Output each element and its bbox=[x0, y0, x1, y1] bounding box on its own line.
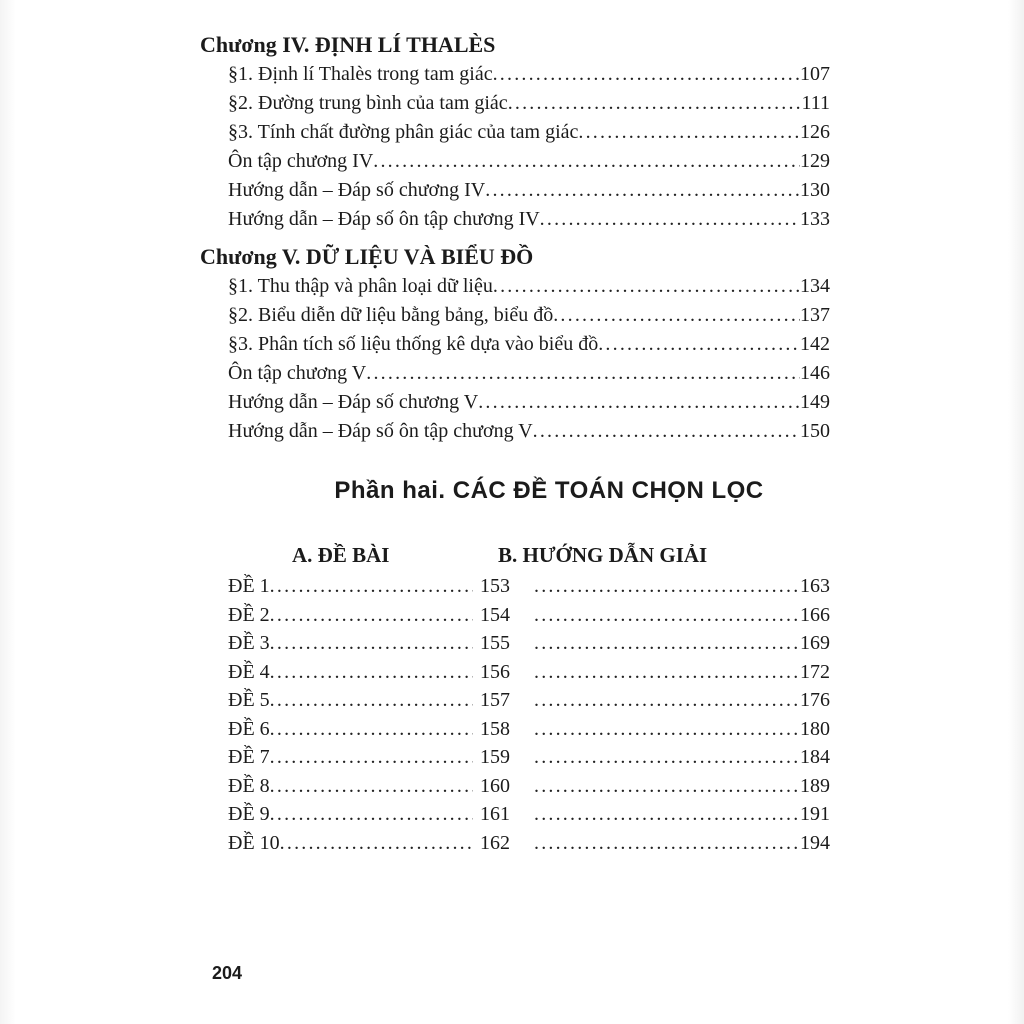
toc-row bbox=[228, 89, 830, 118]
column-a-header: A. ĐỀ BÀI bbox=[292, 543, 390, 567]
exam-problem-page: 153 bbox=[480, 575, 510, 597]
dotted-leader bbox=[493, 272, 800, 301]
exam-toc-row bbox=[228, 572, 830, 601]
toc-entry-page: 142 bbox=[800, 333, 830, 355]
exam-toc-row bbox=[228, 629, 830, 658]
exam-solution-page: 172 bbox=[800, 660, 830, 683]
dotted-leader bbox=[534, 800, 800, 829]
exam-toc-row bbox=[228, 743, 830, 772]
exam-label: ĐỀ 1 bbox=[228, 575, 270, 597]
dotted-leader bbox=[270, 629, 473, 658]
dotted-leader bbox=[493, 60, 800, 89]
toc-entry-label: Hướng dẫn – Đáp số chương V bbox=[228, 391, 479, 413]
exam-problem-entry bbox=[228, 772, 510, 801]
toc-entry-page: 134 bbox=[800, 275, 830, 297]
toc-entry-label: Hướng dẫn – Đáp số ôn tập chương V bbox=[228, 420, 533, 442]
dotted-leader bbox=[270, 686, 473, 715]
dotted-leader bbox=[534, 658, 800, 687]
exam-label: ĐỀ 5 bbox=[228, 689, 270, 711]
exam-problem-entry bbox=[228, 829, 510, 858]
dotted-leader bbox=[270, 743, 473, 772]
dotted-leader bbox=[534, 715, 800, 744]
exam-solution-entry bbox=[534, 572, 830, 601]
exam-problem-entry bbox=[228, 715, 510, 744]
exam-problem-entry bbox=[228, 658, 510, 687]
toc-row bbox=[228, 330, 830, 359]
exam-toc-row bbox=[228, 772, 830, 801]
exam-solution-page: 166 bbox=[800, 603, 830, 626]
exam-problem-entry bbox=[228, 572, 510, 601]
exam-label: ĐỀ 10 bbox=[228, 831, 280, 854]
dotted-leader bbox=[270, 772, 473, 801]
toc-entry-label: §2. Biểu diễn dữ liệu bằng bảng, biểu đồ bbox=[228, 304, 554, 326]
toc-row bbox=[228, 301, 830, 330]
dotted-leader bbox=[270, 658, 473, 687]
exam-solution-page: 169 bbox=[800, 632, 830, 654]
exam-problem-page: 161 bbox=[480, 803, 510, 825]
exam-problem-entry bbox=[228, 686, 510, 715]
dotted-leader bbox=[598, 330, 800, 359]
exam-solution-entry bbox=[534, 772, 830, 801]
exam-problem-page: 156 bbox=[480, 660, 510, 683]
exam-problem-page: 154 bbox=[480, 603, 510, 626]
dotted-leader bbox=[373, 147, 800, 176]
toc-entry-label: Hướng dẫn – Đáp số ôn tập chương IV bbox=[228, 208, 540, 230]
toc-entry-page: 137 bbox=[800, 304, 830, 326]
exam-solution-entry bbox=[534, 686, 830, 715]
toc-entry-label: §1. Định lí Thalès trong tam giác bbox=[228, 63, 493, 85]
exam-problem-page: 157 bbox=[480, 689, 510, 711]
toc-entry-label: §3. Tính chất đường phân giác của tam giác bbox=[228, 121, 579, 143]
dotted-leader bbox=[578, 118, 800, 147]
toc-entry-label: §3. Phân tích số liệu thống kê dựa vào biểu đồ bbox=[228, 333, 599, 355]
page-number: 204 bbox=[212, 963, 243, 983]
dotted-leader bbox=[366, 359, 800, 388]
exam-problem-page: 160 bbox=[480, 774, 510, 797]
exam-problem-entry bbox=[228, 601, 510, 630]
exam-label: ĐỀ 9 bbox=[228, 803, 270, 825]
dotted-leader bbox=[534, 629, 800, 658]
toc-entry-page: 133 bbox=[800, 208, 830, 230]
exam-problem-entry bbox=[228, 629, 510, 658]
exam-label: ĐỀ 4 bbox=[228, 660, 270, 683]
exam-solution-entry bbox=[534, 743, 830, 772]
dotted-leader bbox=[478, 388, 800, 417]
toc-entry-page: 149 bbox=[800, 391, 830, 413]
exam-toc-row bbox=[228, 800, 830, 829]
exam-toc-list bbox=[200, 572, 830, 857]
exam-solution-page: 194 bbox=[800, 831, 830, 854]
exam-solution-entry bbox=[534, 658, 830, 687]
exam-toc-row bbox=[228, 686, 830, 715]
toc-entry-page: 129 bbox=[800, 150, 830, 172]
exam-label: ĐỀ 2 bbox=[228, 603, 270, 626]
toc-row bbox=[228, 272, 830, 301]
chapter-section-4 bbox=[200, 30, 830, 234]
exam-solution-entry bbox=[534, 800, 830, 829]
exam-label: ĐỀ 3 bbox=[228, 632, 270, 654]
dotted-leader bbox=[485, 176, 800, 205]
dotted-leader bbox=[540, 205, 800, 234]
chapter-heading: Chương IV. ĐỊNH LÍ THALÈS bbox=[200, 32, 496, 57]
dotted-leader bbox=[270, 800, 473, 829]
exam-solution-entry bbox=[534, 629, 830, 658]
dotted-leader bbox=[534, 829, 800, 858]
toc-entry-label: Ôn tập chương V bbox=[228, 362, 367, 384]
dotted-leader bbox=[534, 686, 800, 715]
toc-row bbox=[228, 176, 830, 205]
exam-solution-page: 180 bbox=[800, 717, 830, 740]
exam-label: ĐỀ 6 bbox=[228, 717, 270, 740]
column-b-header: B. HƯỚNG DẪN GIẢI bbox=[498, 543, 708, 567]
exam-toc-row bbox=[228, 715, 830, 744]
exam-solution-page: 191 bbox=[800, 803, 830, 825]
toc-entry-label: §2. Đường trung bình của tam giác bbox=[228, 92, 508, 114]
dotted-leader bbox=[534, 772, 800, 801]
exam-solution-page: 189 bbox=[800, 774, 830, 797]
exam-toc-row bbox=[228, 658, 830, 687]
toc-entry-page: 107 bbox=[800, 63, 830, 85]
dotted-leader bbox=[508, 89, 802, 118]
exam-problem-page: 155 bbox=[480, 632, 510, 654]
toc-row bbox=[228, 205, 830, 234]
toc-row bbox=[228, 417, 830, 446]
dotted-leader bbox=[534, 743, 800, 772]
dotted-leader bbox=[534, 572, 800, 601]
toc-entry-label: §1. Thu thập và phân loại dữ liệu bbox=[228, 275, 493, 297]
dotted-leader bbox=[553, 301, 800, 330]
exam-problem-page: 159 bbox=[480, 746, 510, 768]
exam-label: ĐỀ 8 bbox=[228, 774, 270, 797]
toc-row bbox=[228, 388, 830, 417]
exam-problem-page: 158 bbox=[480, 717, 510, 740]
exam-label: ĐỀ 7 bbox=[228, 746, 270, 768]
exam-problem-page: 162 bbox=[480, 831, 510, 854]
toc-entry-page: 150 bbox=[800, 420, 830, 442]
exam-toc-row bbox=[228, 829, 830, 858]
columns-header bbox=[200, 540, 830, 570]
toc-entry-page: 130 bbox=[800, 179, 830, 201]
exam-solution-entry bbox=[534, 829, 830, 858]
toc-row bbox=[228, 359, 830, 388]
exam-problem-entry bbox=[228, 800, 510, 829]
toc-entry-label: Ôn tập chương IV bbox=[228, 150, 374, 172]
chapter-heading: Chương V. DỮ LIỆU VÀ BIỂU ĐỒ bbox=[200, 244, 534, 269]
exam-solution-page: 176 bbox=[800, 689, 830, 711]
exam-solution-page: 163 bbox=[800, 575, 830, 597]
dotted-leader bbox=[270, 572, 473, 601]
toc-entry-page: 111 bbox=[801, 92, 830, 114]
toc-entry-label: Hướng dẫn – Đáp số chương IV bbox=[228, 179, 486, 201]
dotted-leader bbox=[270, 715, 473, 744]
exam-solution-page: 184 bbox=[800, 746, 830, 768]
exam-problem-entry bbox=[228, 743, 510, 772]
exam-solution-entry bbox=[534, 601, 830, 630]
toc-row bbox=[228, 147, 830, 176]
toc-row bbox=[228, 118, 830, 147]
toc-row bbox=[228, 60, 830, 89]
chapter-section-5 bbox=[200, 242, 830, 446]
dotted-leader bbox=[280, 829, 473, 858]
dotted-leader bbox=[533, 417, 800, 446]
toc-entry-page: 146 bbox=[800, 362, 830, 384]
dotted-leader bbox=[270, 601, 473, 630]
part-two-heading: Phần hai. CÁC ĐỀ TOÁN CHỌN LỌC bbox=[334, 477, 764, 504]
dotted-leader bbox=[534, 601, 800, 630]
toc-entry-page: 126 bbox=[800, 121, 830, 143]
exam-solution-entry bbox=[534, 715, 830, 744]
exam-toc-row bbox=[228, 601, 830, 630]
